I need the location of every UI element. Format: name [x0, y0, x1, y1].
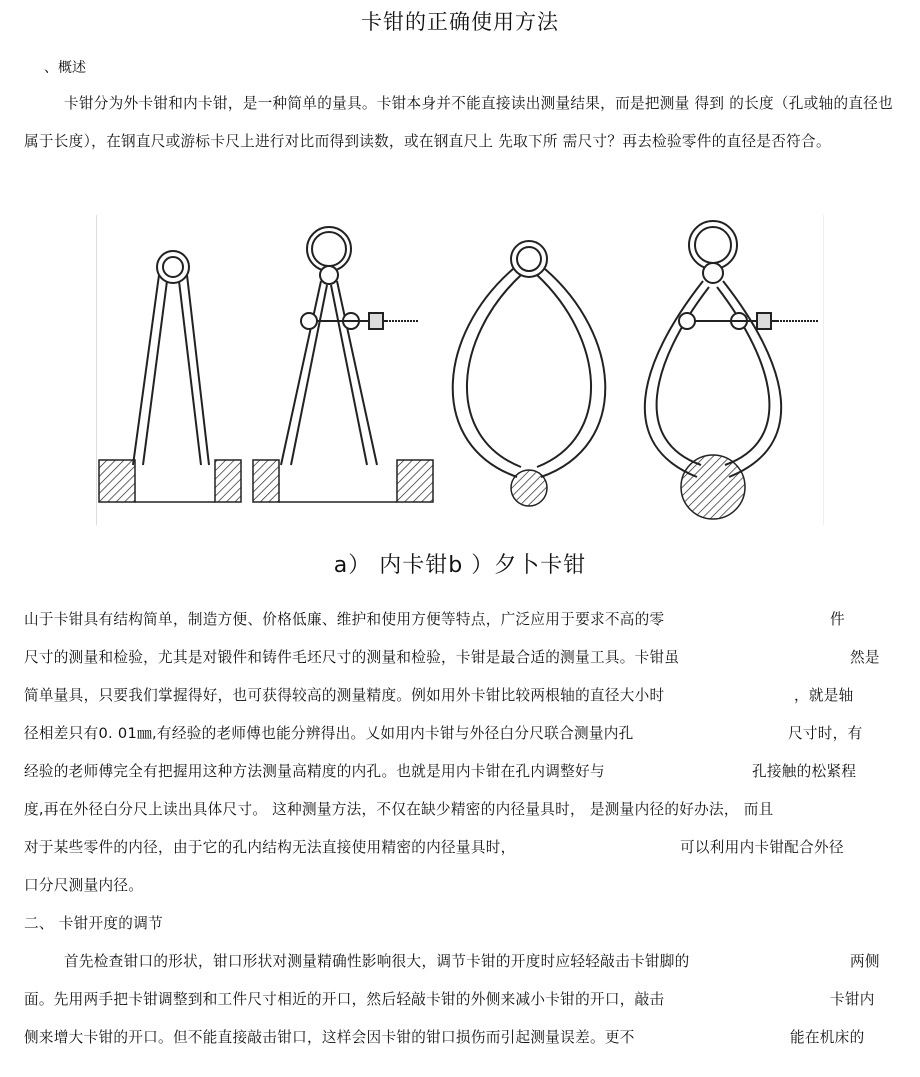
inner-caliper-spring [281, 227, 419, 465]
outer-caliper-simple [453, 241, 606, 477]
workpiece-hole-left [99, 460, 241, 502]
calipers-illustration [97, 215, 823, 525]
text-line: 对于某些零件的内径，由于它的孔内结构无法直接使用精密的内径量具时， 可以利用内卡钳配合外径 [24, 839, 844, 856]
outer-caliper-spring [645, 221, 819, 477]
paragraph-overview: 卡钳分为外卡钳和内卡钳，是一种简单的量具。卡钳本身并不能直接读出测量结果，而是把测量 得到 的长度（孔或轴的直径也属于长度），在钢直尺或游标卡尺上进行对比而得到读数，或在钢直尺上 先取下所 需尺寸？再去检验零件的直径是否符合。 [24, 95, 894, 150]
text-line: 径相差只有0. 01㎜,有经验的老师傅也能分辨得出。乂如用内卡钳与外径白分尺联合测量内孔 尺寸时，有 [24, 725, 863, 742]
section-heading-overview: 、概述 [44, 60, 86, 76]
text-line: 山于卡钳具有结构简单，制造方便、价格低廉、维护和使用方便等特点，广泛应用于要求不高的零 件 [24, 611, 845, 628]
calipers-figure [96, 215, 824, 525]
section-heading-adjustment: 二、 卡钳开度的调节 [24, 915, 163, 932]
text-line: 首先检查钳口的形状，钳口形状对测量精确性影响很大，调节卡钳的开度时应轻轻敲击卡钳脚的 两侧 [64, 953, 880, 970]
text-line: 面。先用两手把卡钳调整到和工件尺寸相近的开口，然后轻敲卡钳的外侧来减小卡钳的开口，敲击 卡钳内 [24, 991, 875, 1008]
text-line: 尺寸的测量和检验，尤其是对锻件和铸件毛坯尺寸的测量和检验，卡钳是最合适的测量工具。卡钳虽 然是 [24, 649, 880, 666]
figure-caption: a） 内卡钳b ）夕卜卡钳 [333, 553, 587, 578]
workpiece-shaft-large [681, 455, 745, 519]
page-title: 卡钳的正确使用方法 [361, 10, 559, 34]
workpiece-hole-right [253, 460, 433, 502]
text-line: 侧来增大卡钳的开口。但不能直接敲击钳口，这样会因卡钳的钳口损伤而引起测量误差。更不 能在机床的 [24, 1029, 865, 1046]
text-line: 简单量具，只要我们掌握得好，也可获得较高的测量精度。例如用外卡钳比较两根轴的直径大小时 ，就是轴 [24, 687, 854, 704]
workpiece-shaft-small [511, 470, 547, 506]
inner-caliper-simple [133, 251, 209, 465]
text-line: 口分尺测量内径。 [24, 877, 144, 894]
text-line: 经验的老师傅完全有把握用这种方法测量高精度的内孔。也就是用内卡钳在孔内调整好与 孔接触的松紧程 [24, 763, 857, 780]
text-line: 度,再在外径白分尺上读出具体尺寸。 这种测量方法，不仅在缺少精密的内径量具时， 是测量内径的好办法， 而且 [24, 801, 774, 818]
